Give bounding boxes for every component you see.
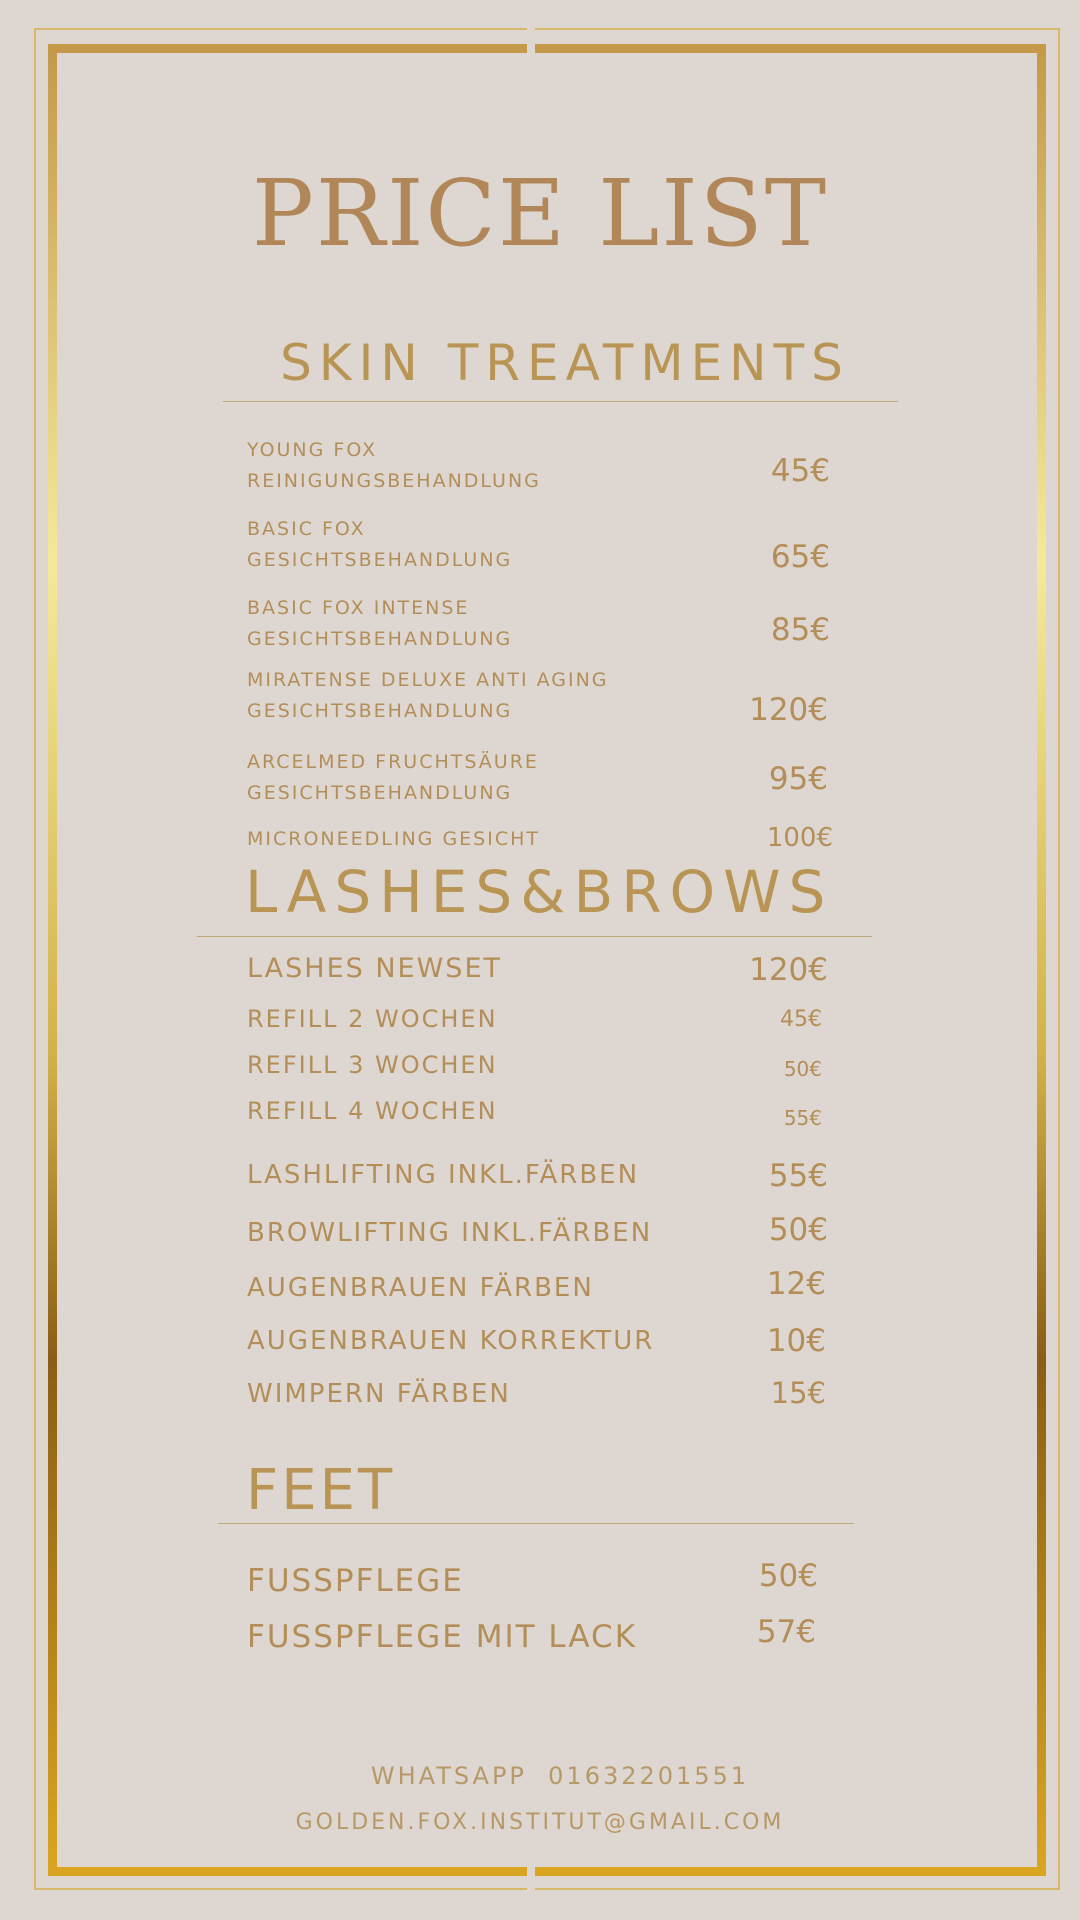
- section-heading-lashes-brows: LASHES&BROWS: [245, 858, 834, 926]
- item-price-lashes-8: 10€: [766, 1323, 826, 1359]
- list-item-lashes-3: REFILL 3 WOCHEN: [247, 1051, 498, 1079]
- item-price-lashes-7: 12€: [766, 1266, 826, 1302]
- item-name-line1: MIRATENSE DELUXE ANTI AGING: [247, 669, 609, 691]
- list-item-lashes-9: WIMPERN FÄRBEN: [247, 1379, 511, 1409]
- item-price-feet-1: 50€: [758, 1558, 818, 1594]
- item-price-feet-2: 57€: [756, 1614, 816, 1650]
- item-price-lashes-3: 50€: [783, 1057, 822, 1081]
- item-price-lashes-1: 120€: [749, 952, 828, 988]
- frame-gap-bottom: [527, 1862, 535, 1896]
- divider-feet: [218, 1523, 854, 1524]
- item-price-lashes-2: 45€: [780, 1007, 822, 1032]
- item-price-skin-5: 95€: [768, 761, 828, 797]
- item-name-line2: GESICHTSBEHANDLUNG: [247, 782, 513, 804]
- item-name-line2: GESICHTSBEHANDLUNG: [247, 700, 513, 722]
- list-item-lashes-5: LASHLIFTING INKL.FÄRBEN: [247, 1160, 640, 1190]
- item-price-lashes-5: 55€: [768, 1158, 828, 1194]
- list-item-feet-2: FUSSPFLEGE MIT LACK: [247, 1619, 638, 1655]
- list-item-lashes-4: REFILL 4 WOCHEN: [247, 1097, 498, 1125]
- item-name-line2: GESICHTSBEHANDLUNG: [247, 628, 513, 650]
- section-heading-feet: FEET: [246, 1458, 396, 1523]
- list-item-skin-6: [247, 824, 540, 855]
- item-price-lashes-9: 15€: [770, 1376, 826, 1410]
- list-item-skin-4: [247, 665, 609, 727]
- divider-skin: [223, 401, 898, 402]
- list-item-feet-1: FUSSPFLEGE: [247, 1563, 464, 1599]
- item-name-line2: REINIGUNGSBEHANDLUNG: [247, 470, 541, 492]
- page-title: PRICE LIST: [251, 160, 829, 267]
- item-name: MICRONEEDLING GESICHT: [247, 828, 540, 850]
- divider-lashes: [197, 936, 872, 937]
- list-item-lashes-8: AUGENBRAUEN KORREKTUR: [247, 1326, 655, 1356]
- section-heading-skin-treatments: SKIN TREATMENTS: [280, 334, 850, 392]
- inner-gold-frame: [48, 44, 1046, 1876]
- list-item-skin-3: [247, 593, 512, 655]
- list-item-skin-5: [247, 747, 539, 809]
- item-name-line1: YOUNG FOX: [247, 439, 378, 461]
- item-price-skin-1: 45€: [770, 453, 830, 489]
- item-price-lashes-4: 55€: [783, 1106, 822, 1130]
- contact-whatsapp: WHATSAPP 01632201551: [370, 1762, 750, 1790]
- list-item-skin-1: [247, 435, 541, 497]
- item-price-skin-2: 65€: [770, 539, 830, 575]
- list-item-lashes-6: BROWLIFTING INKL.FÄRBEN: [247, 1218, 653, 1248]
- list-item-lashes-7: AUGENBRAUEN FÄRBEN: [247, 1273, 594, 1303]
- item-name-line1: BASIC FOX INTENSE: [247, 597, 470, 619]
- contact-email[interactable]: GOLDEN.FOX.INSTITUT@GMAIL.COM: [295, 1810, 785, 1835]
- item-name-line2: GESICHTSBEHANDLUNG: [247, 549, 513, 571]
- list-item-skin-2: [247, 514, 512, 576]
- item-name-line1: BASIC FOX: [247, 518, 366, 540]
- list-item-lashes-2: REFILL 2 WOCHEN: [247, 1005, 498, 1033]
- list-item-lashes-1: LASHES NEWSET: [247, 953, 502, 984]
- item-price-skin-6: 100€: [766, 823, 833, 853]
- frame-gap-top: [527, 24, 535, 58]
- item-name-line1: ARCELMED FRUCHTSÄURE: [247, 751, 539, 773]
- item-price-lashes-6: 50€: [768, 1212, 828, 1248]
- item-price-skin-3: 85€: [770, 612, 830, 648]
- item-price-skin-4: 120€: [749, 692, 828, 728]
